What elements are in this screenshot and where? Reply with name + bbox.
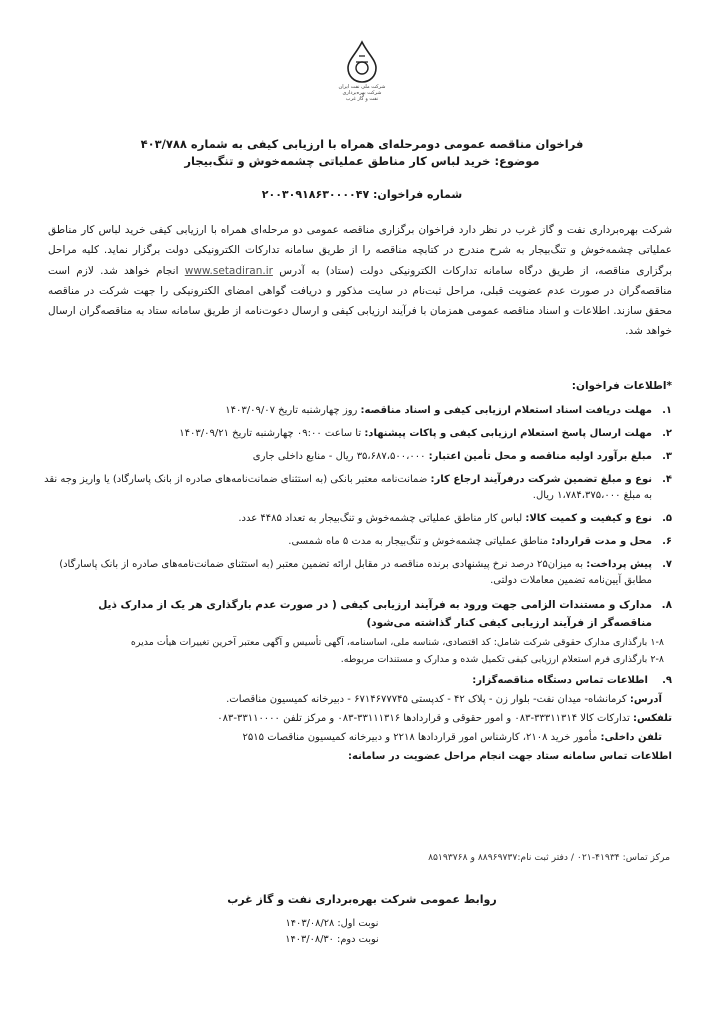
item-text: به میزان۲۵ درصد نرخ پیشنهادی برنده مناقصه در مقابل ارائه تضمین معتبر (به استثنای ضمانت‌نامه‌های صادره از بانک پاسارگاد) مطابق آیین‌نامه تضمین معاملات دولتی. [59,559,652,586]
item-number: ۸. [661,599,672,611]
address-value: کرمانشاه- میدان نفت- بلوار زن - پلاک ۴۲ - کدپستی ۶۷۱۴۶۷۷۷۴۵ - دبیرخانه کمیسیون مناقصات. [226,694,630,705]
turn-second: نوبت دوم: ۱۴۰۳/۰۸/۳۰ [285,934,379,945]
item-number: ۲. [662,428,672,439]
logo-caption-1: شرکت ملی نفت ایران [338,84,386,90]
sub-item-8-2: ۲-۸ بارگذاری فرم استعلام ارزیابی کیفی تکمیل شده و مدارک و مستندات مربوطه. [340,654,664,665]
item-number: ۱. [662,405,672,416]
item-number: ۵. [662,513,672,524]
logo-caption-2: شرکت بهره‌برداری نفت و گاز غرب [342,90,382,102]
publication-turns [0,916,724,948]
call-number-value: ۲۰۰۳۰۹۱۸۶۳۰۰۰۰۴۷ [261,188,370,201]
internal-value: مأمور خرید ۲۱۰۸، کارشناس امور قراردادها ۲۲۱۸ و دبیرخانه کمیسیون مناقصات ۲۵۱۵ [242,732,601,743]
item-label: محل و مدت قرارداد: [551,536,652,547]
address-label: آدرس: [629,694,662,705]
company-logo [338,40,386,102]
list-item-2 [44,426,672,442]
signature: روابط عمومی شرکت بهره‌برداری نفت و گاز غرب [227,893,497,906]
telfax-value: تدارکات کالا ۳۳۳۱۱۳۱۴-۰۸۳ و امور حقوقی و قراردادها ۳۳۱۱۱۳۱۶-۰۸۳ و مرکز تلفن ۳۳۱۱۰۰۰۰-۰۸۳ [217,713,634,724]
setad-contact-note: اطلاعات تماس سامانه ستاد جهت انجام مراحل عضویت در سامانه: [348,751,672,762]
list-item-5 [44,511,672,527]
intro-paragraph [48,220,672,342]
list-item-1 [44,403,672,419]
item-text: روز چهارشنبه تاریخ ۱۴۰۳/۰۹/۰۷ [225,405,361,416]
call-centre: مرکز تماس: ۴۱۹۳۴-۰۲۱ / دفتر ثبت نام:۸۸۹۶۹۷۳۷ و ۸۵۱۹۳۷۶۸ [428,852,670,863]
item-number: ۹. [662,675,672,686]
contact-title: اطلاعات تماس دستگاه مناقصه‌گزار: [472,675,648,686]
item-label: مبلغ برآورد اولیه مناقصه و محل تأمین اعتبار: [428,451,652,462]
contact-telfax [44,709,672,728]
turn-first: نوبت اول: ۱۴۰۳/۰۸/۲۸ [285,918,379,929]
item-text: ضمانت‌نامه معتبر بانکی (به استثنای ضمانت‌نامه‌های صادره از بانک پاسارگاد) یا واریز وجه نقد به مبلغ ۱،۷۸۴،۳۷۵،۰۰۰ ریال. [44,474,652,501]
section-title: *اطلاعات فراخوان: [571,380,672,392]
info-list [44,403,672,766]
list-item-3 [44,449,672,465]
title-line-2: موضوع: خرید لباس کار مناطق عملیاتی چشمه‌خوش و تنگ‌بیجار [184,154,540,168]
item-label: پیش پرداخت: [586,559,652,570]
call-number-label: شماره فراخوان: [373,188,463,201]
list-item-7 [44,557,672,589]
list-item-4 [44,472,672,504]
item-label: مدارک و مستندات الزامی جهت ورود به فرآیند ارزیابی کیفی ( در صورت عدم بارگذاری هر یک از مدارک ذیل مناقصه‌گر از فرآیند ارزیابی کیفی کنار گذاشته می‌شود) [98,599,652,629]
item-number: ۴. [662,474,672,485]
intro-text-a: شرکت بهره‌برداری نفت و گاز غرب در نظر دارد فراخوان برگزاری مناقصه عمومی دو مرحله‌ای همراه با ارزیابی کیفی خرید لباس کار مناطق عملیاتی چشمه‌خوش و تنگ‌بیجار به شرح مندرج در کتابچه مناقصه را از طریق سامانه تدارکات الکترونیکی دولت برگزار نماید. کلیه مراحل برگزاری مناقصه، از طریق درگاه سامانه تدارکات الکترونیکی دولت (ستاد) به آدرس [48,224,672,277]
contact-internal [44,728,662,747]
item-number: ۷. [662,559,672,570]
website-link[interactable]: www.setadiran.ir [184,264,273,277]
item-label: مهلت ارسال پاسخ استعلام ارزیابی کیفی و پاکات پیشنهاد: [364,428,652,439]
sub-item-8-1: ۱-۸ بارگذاری مدارک حقوقی شرکت شامل: کد اقتصادی، شناسه ملی، اساسنامه، آگهی تأسیس و آگهی معتبر آخرین تغییرات هیأت مدیره [130,637,664,648]
oil-drop-logo-icon [342,40,382,84]
item-text: تا ساعت ۰۹:۰۰ چهارشنبه تاریخ ۱۴۰۳/۰۹/۲۱ [179,428,365,439]
item-number: ۳. [662,451,672,462]
item-text: لباس کار مناطق عملیاتی چشمه‌خوش و تنگ‌بیجار به تعداد ۴۴۸۵ عدد. [238,513,526,524]
item-label: مهلت دریافت اسناد استعلام ارزیابی کیفی و اسناد مناقصه: [360,405,652,416]
internal-label: تلفن داخلی: [600,732,662,743]
intro-text-b: انجام خواهد شد. لازم است مناقصه‌گران در صورت عدم عضویت قبلی، مراحل ثبت‌نام در سایت مذکور و دریافت گواهی امضای الکترونیکی را جهت شرکت در مناقصه محقق سازند. اطلاعات و اسناد مناقصه عمومی همزمان با فرآیند ارزیابی کیفی و ارسال دعوت‌نامه از طریق سامانه ستاد به مناقصه‌گران ارسال خواهد شد. [48,264,672,338]
item-text: ۳۵،۶۸۷،۵۰۰،۰۰۰ ریال - منابع داخلی جاری [252,451,429,462]
document-title [72,136,652,170]
item-label: نوع و مبلغ تضمین شرکت درفرآیند ارجاع کار: [430,474,652,485]
contact-info [44,671,672,766]
list-item-8 [44,596,672,632]
call-number [60,188,664,201]
item-number: ۶. [662,536,672,547]
item-label: نوع و کیفیت و کمیت کالا: [525,513,652,524]
list-item-6 [44,534,672,550]
item-text: مناطق عملیاتی چشمه‌خوش و تنگ‌بیجار به مدت ۵ ماه شمسی. [288,536,552,547]
title-line-1: فراخوان مناقصه عمومی دومرحله‌ای همراه با ارزیابی کیفی به شماره ۴۰۳/۷۸۸ [140,137,584,151]
contact-address [44,690,662,709]
telfax-label: تلفکس: [633,713,672,724]
